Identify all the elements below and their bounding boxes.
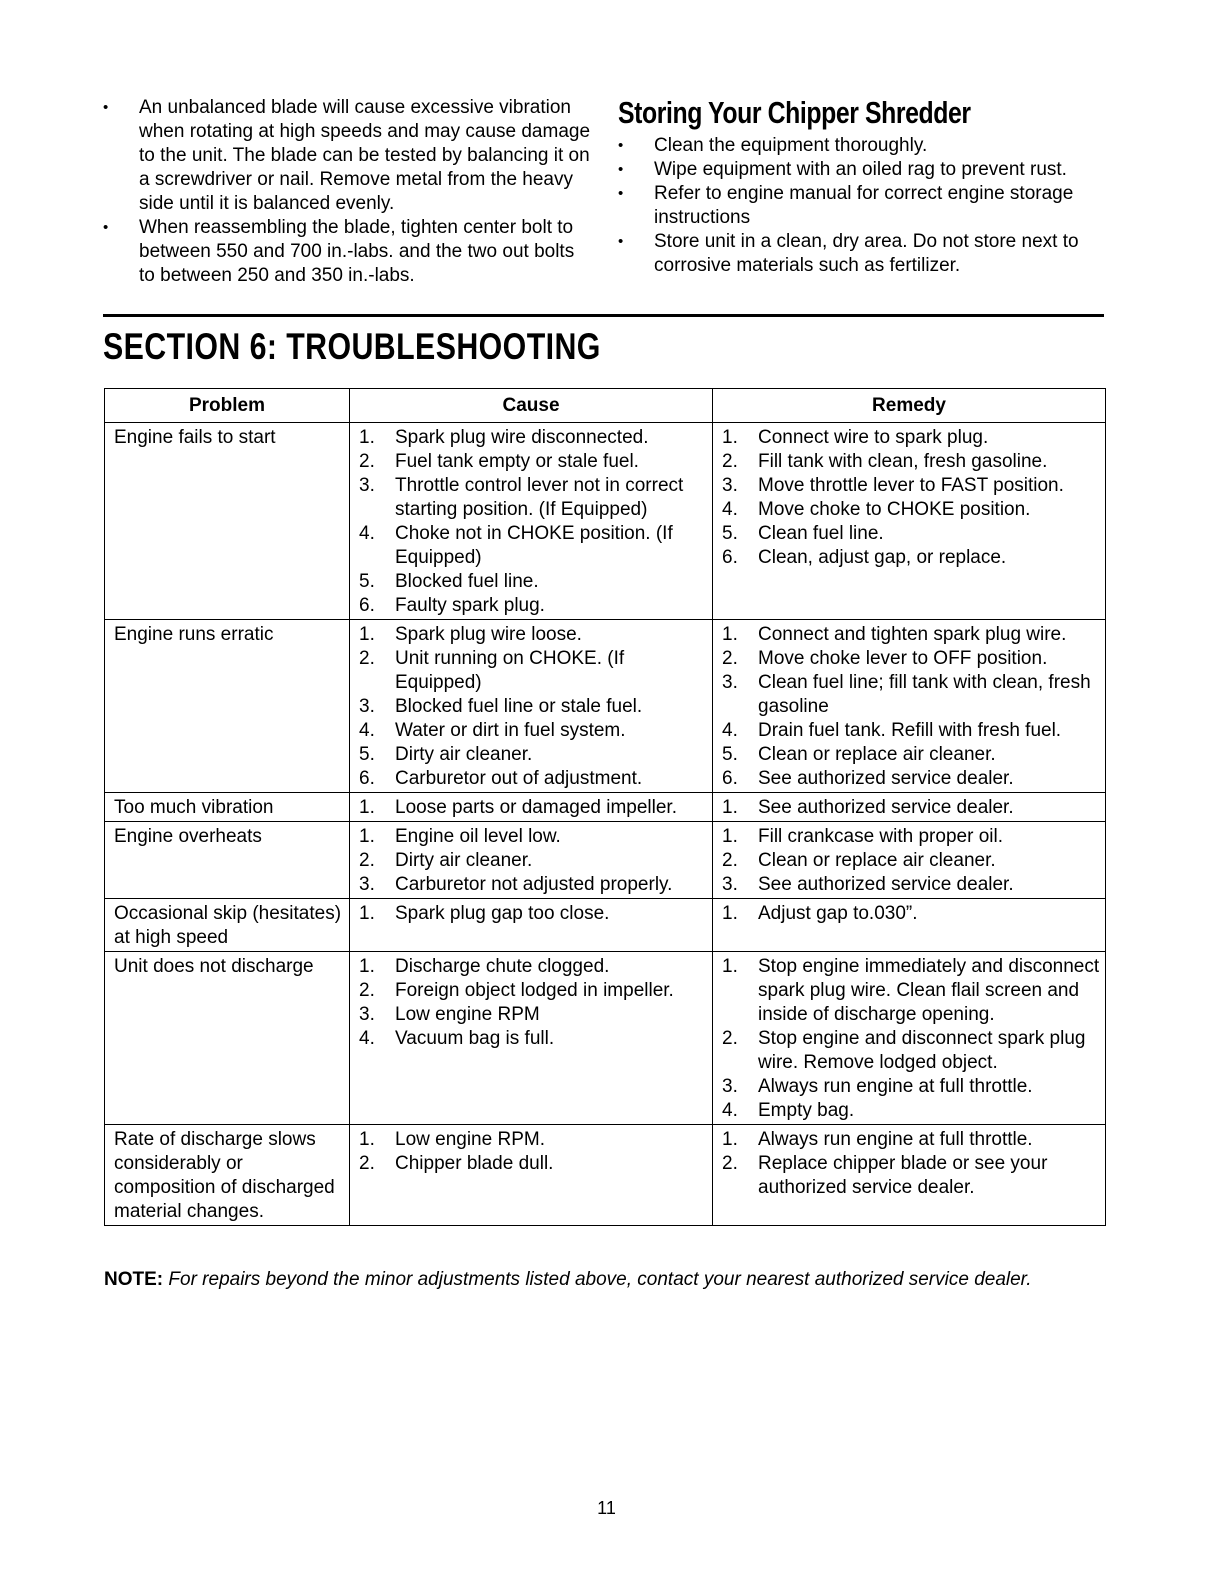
cause-step (359, 570, 708, 594)
remedy-step-text: Always run engine at full throttle. (758, 1076, 1033, 1097)
cause-step-number: 3. (359, 696, 375, 717)
cause-step-text: Spark plug gap too close. (395, 903, 610, 924)
cause-step-text: Engine oil level low. (395, 826, 561, 847)
remedy-cell (713, 793, 1106, 822)
remedy-cell (713, 822, 1106, 899)
remedy-step (722, 450, 1101, 474)
remedy-step (722, 849, 1101, 873)
remedy-step (722, 743, 1101, 767)
problem-cell: Unit does not discharge (105, 952, 350, 1125)
cause-step-text: Throttle control lever not in correct starting position. (If Equipped) (395, 475, 684, 520)
remedy-step (722, 1099, 1101, 1123)
remedy-step-number: 6. (722, 768, 738, 789)
cause-step-number: 1. (359, 427, 375, 448)
cause-step-number: 4. (359, 720, 375, 741)
table-body (105, 423, 1106, 1226)
remedy-step-text: Move choke lever to OFF position. (758, 648, 1048, 669)
cause-step-text: Water or dirt in fuel system. (395, 720, 626, 741)
cause-step-number: 6. (359, 768, 375, 789)
cause-step (359, 979, 708, 1003)
header-problem: Problem (105, 389, 350, 423)
remedy-step (722, 1075, 1101, 1099)
cause-step (359, 1027, 708, 1051)
remedy-step-text: Move choke to CHOKE position. (758, 499, 1031, 520)
remedy-step-text: Clean fuel line. (758, 523, 884, 544)
remedy-step-text: See authorized service dealer. (758, 768, 1014, 789)
remedy-step-text: Move throttle lever to FAST position. (758, 475, 1064, 496)
cause-step-number: 6. (359, 595, 375, 616)
remedy-step (722, 498, 1101, 522)
storing-item: • Store unit in a clean, dry area. Do not store next to corrosive materials such as fertilizer. (618, 230, 1103, 278)
remedy-step-number: 1. (722, 826, 738, 847)
remedy-step (722, 796, 1101, 820)
remedy-step-text: Empty bag. (758, 1100, 855, 1121)
storing-item: • Wipe equipment with an oiled rag to prevent rust. (618, 158, 1103, 182)
cause-step-text: Dirty air cleaner. (395, 850, 533, 871)
cause-step (359, 902, 708, 926)
problem-cell: Occasional skip (hesitates) at high speed (105, 899, 350, 952)
cause-step (359, 873, 708, 897)
remedy-step-text: Clean fuel line; fill tank with clean, fresh gasoline (758, 672, 1091, 717)
problem-cell: Engine fails to start (105, 423, 350, 620)
cause-step-number: 2. (359, 850, 375, 871)
cause-step-text: Chipper blade dull. (395, 1153, 554, 1174)
blade-note-item: • When reassembling the blade, tighten center bolt to between 550 and 700 in.-labs. and the two out bolts to between 250 and 350 in.-labs. (103, 216, 593, 288)
note-label: NOTE: (104, 1269, 164, 1290)
cause-step-text: Spark plug wire disconnected. (395, 427, 649, 448)
cause-step-number: 4. (359, 1028, 375, 1049)
table-row (105, 899, 1106, 952)
remedy-step-text: Drain fuel tank. Refill with fresh fuel. (758, 720, 1062, 741)
remedy-step-number: 3. (722, 1076, 738, 1097)
remedy-step-text: Always run engine at full throttle. (758, 1129, 1033, 1150)
remedy-step-number: 1. (722, 624, 738, 645)
remedy-step (722, 426, 1101, 450)
remedy-step (722, 1152, 1101, 1200)
remedy-step-number: 1. (722, 956, 738, 977)
cause-step-number: 3. (359, 475, 375, 496)
cause-cell (350, 423, 713, 620)
remedy-step-number: 1. (722, 1129, 738, 1150)
remedy-step-text: Connect and tighten spark plug wire. (758, 624, 1067, 645)
storing-list (618, 134, 1103, 278)
remedy-step (722, 474, 1101, 498)
remedy-step (722, 767, 1101, 791)
remedy-step-text: Connect wire to spark plug. (758, 427, 989, 448)
remedy-step-text: Stop engine immediately and disconnect spark plug wire. Clean flail screen and inside of discharge opening. (758, 956, 1100, 1025)
cause-step (359, 1152, 708, 1176)
table-row (105, 822, 1106, 899)
cause-step-number: 1. (359, 797, 375, 818)
remedy-step (722, 719, 1101, 743)
remedy-step (722, 522, 1101, 546)
remedy-cell (713, 620, 1106, 793)
remedy-step (722, 1027, 1101, 1075)
remedy-step (722, 1128, 1101, 1152)
remedy-step-text: Stop engine and disconnect spark plug wire. Remove lodged object. (758, 1028, 1086, 1073)
remedy-step-text: See authorized service dealer. (758, 797, 1014, 818)
cause-step-number: 4. (359, 523, 375, 544)
remedy-step (722, 825, 1101, 849)
table-row (105, 793, 1106, 822)
cause-step-number: 3. (359, 874, 375, 895)
remedy-step-text: Fill tank with clean, fresh gasoline. (758, 451, 1048, 472)
remedy-step-number: 4. (722, 499, 738, 520)
cause-step (359, 450, 708, 474)
remedy-step-text: Clean, adjust gap, or replace. (758, 547, 1007, 568)
page-number: 11 (597, 1498, 616, 1518)
remedy-step (722, 647, 1101, 671)
cause-cell (350, 899, 713, 952)
remedy-step-number: 2. (722, 850, 738, 871)
note (104, 1268, 1032, 1292)
remedy-step-number: 2. (722, 648, 738, 669)
section-divider (103, 314, 1104, 317)
blade-notes (103, 96, 593, 288)
cause-step (359, 623, 708, 647)
cause-step-text: Choke not in CHOKE position. (If Equipped) (395, 523, 673, 568)
cause-step-text: Low engine RPM. (395, 1129, 545, 1150)
header-cause: Cause (350, 389, 713, 423)
section-title: SECTION 6: TROUBLESHOOTING (103, 326, 601, 367)
remedy-step (722, 873, 1101, 897)
cause-step-text: Discharge chute clogged. (395, 956, 610, 977)
cause-step-text: Fuel tank empty or stale fuel. (395, 451, 639, 472)
cause-step (359, 849, 708, 873)
cause-step-number: 1. (359, 956, 375, 977)
cause-step-number: 3. (359, 1004, 375, 1025)
remedy-step-number: 1. (722, 903, 738, 924)
remedy-cell (713, 899, 1106, 952)
remedy-step-text: Fill crankcase with proper oil. (758, 826, 1003, 847)
note-text: For repairs beyond the minor adjustments listed above, contact your nearest authorized service dealer. (168, 1269, 1032, 1290)
cause-step (359, 1128, 708, 1152)
troubleshooting-table (104, 388, 1106, 1226)
cause-step (359, 1003, 708, 1027)
remedy-step-number: 2. (722, 1153, 738, 1174)
remedy-step-number: 3. (722, 475, 738, 496)
table-row (105, 620, 1106, 793)
cause-step-text: Faulty spark plug. (395, 595, 545, 616)
remedy-step-text: Replace chipper blade or see your authorized service dealer. (758, 1153, 1048, 1198)
cause-step (359, 695, 708, 719)
cause-step (359, 767, 708, 791)
cause-step (359, 474, 708, 522)
cause-step-text: Vacuum bag is full. (395, 1028, 555, 1049)
cause-cell (350, 822, 713, 899)
cause-cell (350, 952, 713, 1125)
remedy-step (722, 623, 1101, 647)
remedy-cell (713, 1125, 1106, 1226)
remedy-step-number: 4. (722, 1100, 738, 1121)
remedy-step-number: 2. (722, 451, 738, 472)
cause-step-text: Blocked fuel line or stale fuel. (395, 696, 643, 717)
cause-step-number: 1. (359, 903, 375, 924)
cause-step (359, 955, 708, 979)
remedy-step-number: 6. (722, 547, 738, 568)
cause-step-text: Low engine RPM (395, 1004, 540, 1025)
blade-note-item: • An unbalanced blade will cause excessive vibration when rotating at high speeds and may cause damage to the unit. The blade can be tested by balancing it on a screwdriver or nail. Remove metal from the heavy side until it is balanced evenly. (103, 96, 593, 216)
table-row (105, 952, 1106, 1125)
remedy-step-text: Clean or replace air cleaner. (758, 850, 996, 871)
cause-step (359, 825, 708, 849)
cause-step-number: 2. (359, 451, 375, 472)
cause-step-number: 1. (359, 1129, 375, 1150)
cause-step-text: Loose parts or damaged impeller. (395, 797, 677, 818)
remedy-step (722, 955, 1101, 1027)
table-row (105, 423, 1106, 620)
remedy-step-number: 3. (722, 874, 738, 895)
remedy-step-number: 1. (722, 427, 738, 448)
remedy-step-number: 2. (722, 1028, 738, 1049)
problem-cell: Engine overheats (105, 822, 350, 899)
cause-step-number: 2. (359, 980, 375, 1001)
remedy-step-number: 5. (722, 744, 738, 765)
cause-step-number: 1. (359, 826, 375, 847)
cause-step (359, 796, 708, 820)
storing-title: Storing Your Chipper Shredder (618, 95, 971, 130)
remedy-step (722, 902, 1101, 926)
cause-step (359, 594, 708, 618)
table-header-row (105, 389, 1106, 423)
cause-step-number: 5. (359, 571, 375, 592)
cause-step-number: 2. (359, 1153, 375, 1174)
cause-step-text: Unit running on CHOKE. (If Equipped) (395, 648, 625, 693)
cause-step (359, 522, 708, 570)
remedy-step-number: 4. (722, 720, 738, 741)
top-section (103, 96, 1103, 288)
remedy-step (722, 671, 1101, 719)
cause-step-text: Foreign object lodged in impeller. (395, 980, 674, 1001)
cause-step (359, 426, 708, 450)
cause-step-text: Dirty air cleaner. (395, 744, 533, 765)
remedy-step-text: Adjust gap to.030”. (758, 903, 918, 924)
header-remedy: Remedy (713, 389, 1106, 423)
cause-step-number: 2. (359, 648, 375, 669)
table-row (105, 1125, 1106, 1226)
cause-step (359, 647, 708, 695)
cause-step-text: Spark plug wire loose. (395, 624, 582, 645)
cause-step-text: Blocked fuel line. (395, 571, 539, 592)
cause-step-number: 5. (359, 744, 375, 765)
remedy-cell (713, 952, 1106, 1125)
cause-cell (350, 793, 713, 822)
remedy-step-number: 1. (722, 797, 738, 818)
cause-step-text: Carburetor out of adjustment. (395, 768, 643, 789)
cause-cell (350, 620, 713, 793)
problem-cell: Engine runs erratic (105, 620, 350, 793)
remedy-step-number: 3. (722, 672, 738, 693)
cause-step (359, 743, 708, 767)
remedy-step-text: Clean or replace air cleaner. (758, 744, 996, 765)
storing-item: • Clean the equipment thoroughly. (618, 134, 1103, 158)
blade-notes-list (103, 96, 593, 288)
cause-cell (350, 1125, 713, 1226)
remedy-cell (713, 423, 1106, 620)
remedy-step-text: See authorized service dealer. (758, 874, 1014, 895)
problem-cell: Too much vibration (105, 793, 350, 822)
storing-item: • Refer to engine manual for correct engine storage instructions (618, 182, 1103, 230)
problem-cell: Rate of discharge slows considerably or composition of discharged material changes. (105, 1125, 350, 1226)
storing-section (618, 96, 1103, 288)
cause-step-text: Carburetor not adjusted properly. (395, 874, 673, 895)
remedy-step (722, 546, 1101, 570)
remedy-step-number: 5. (722, 523, 738, 544)
cause-step (359, 719, 708, 743)
cause-step-number: 1. (359, 624, 375, 645)
